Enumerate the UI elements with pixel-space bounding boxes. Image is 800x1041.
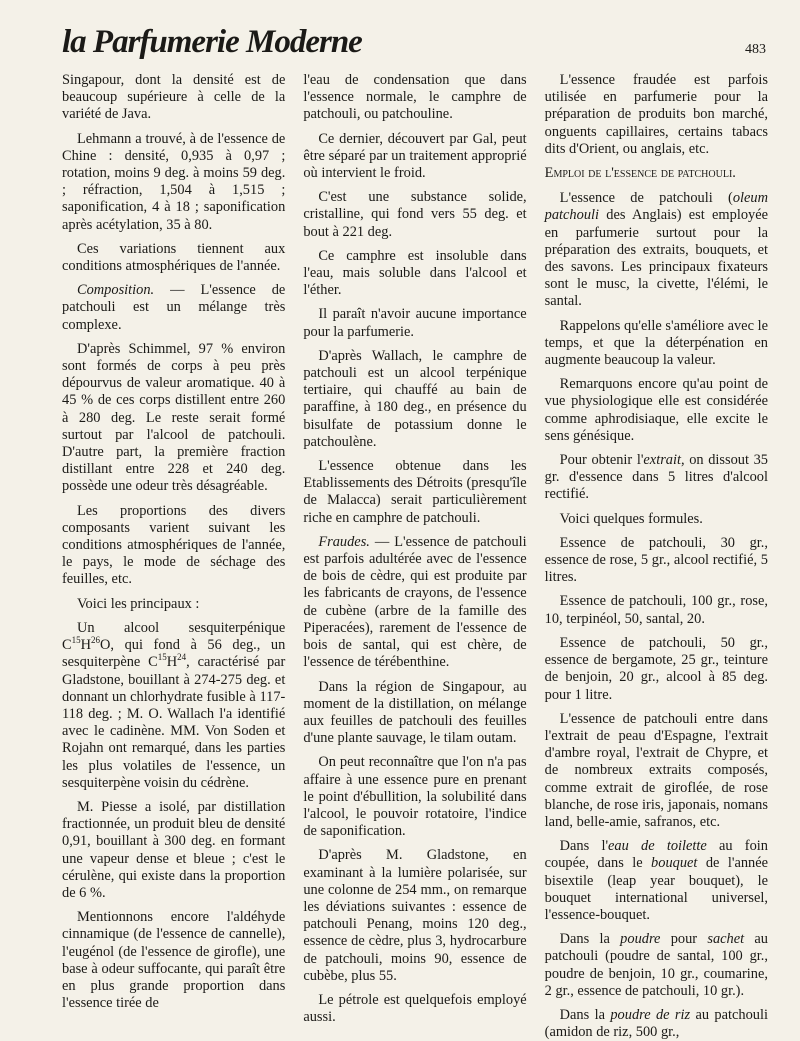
paragraph: Voici quelques formules. <box>559 510 703 527</box>
column-1 <box>62 72 285 1012</box>
paragraph: L'essence de patchouli entre dans l'extrait de peau d'Espagne, l'extrait d'ambre royal, l'extrait de Chypre, et de nombreux extraits composés, comme extrait de giroflée, de rose blanche, de rose iris, japonais, nomans land, belle-amie, safranos, etc. <box>544 710 768 830</box>
composition-label: Composition. <box>77 282 155 299</box>
paragraph-text: au foin coupée, dans le <box>544 838 768 872</box>
paragraph: Dans la région de Singapour, au moment de la distillation, on mélange aux feuilles de patchouli des feuilles d'une plante sauvage, le tilam outam. <box>303 678 527 747</box>
paragraph <box>303 534 526 672</box>
paragraph-text: — L'essence de patchouli est parfois adultérée avec de l'essence de bois de cèdre, qui est produite par les fabricants de crayons, de l'essence de cubène (arbre de la famille des Piperacées), rarement de l'essence de bois de santal, qui est chère, de l'essence de térébenthine. <box>303 533 527 671</box>
paragraph-text: Pour obtenir l' <box>559 452 644 469</box>
paragraph-text: pour <box>660 931 708 948</box>
paragraph: Ce dernier, découvert par Gal, peut être séparé par un traitement approprié où intervient le froid. <box>303 130 527 182</box>
paragraph <box>545 931 768 1000</box>
paragraph: Rappelons qu'elle s'améliore avec le temps, et que la déterpénation en augmente beaucoup la valeur. <box>544 317 768 369</box>
italic-term: poudre de riz <box>610 1006 691 1023</box>
paragraph-text: L'essence de patchouli ( <box>559 190 733 207</box>
paragraph-text: , caractérisé par Gladstone, bouillant à 274-275 deg. et donnant un chlorhydrate fusible à 117-118 deg. ; M. O. Wallach l'a identifié avec le cadinène. MM. Von Soden et Rojahn ont remarqué, dans les parties les plus volatiles de l'essence, un sesquiterpène voisin du cédrène. <box>62 654 286 791</box>
paragraph: L'essence fraudée est parfois utilisée en parfumerie pour la préparation de produits bon marché, onguents capillaires, certains tabacs dits d'Orient, ou anglais, etc. <box>544 72 768 157</box>
paragraph <box>62 282 285 334</box>
paragraph-text: — L'essence de patchouli est un mélange très complexe. <box>62 282 286 333</box>
superscript: 15 <box>157 652 167 663</box>
section-heading: Emploi de l'essence de patchouli. <box>544 165 736 182</box>
paragraph: D'après M. Gladstone, en examinant à la lumière polarisée, sur une colonne de 254 mm., on remarque les déviations suivantes : essence de patchouli Penang, moins 120 deg., essence de cèdre, plus 3, hydrocarbure de patchouli, moins 90, essence de cubèbe, plus 55. <box>303 847 527 984</box>
italic-term: bouquet <box>651 855 698 872</box>
paragraph: Les proportions des divers composants varient suivant les conditions atmosphériques de l'année, le pays, le mode de séchage des feuilles, etc. <box>62 502 286 588</box>
italic-term: poudre <box>620 931 661 948</box>
column-2 <box>303 72 527 1026</box>
column-3 <box>544 72 768 1041</box>
paragraph-text: au patchouli (amidon de riz, 500 gr., <box>544 1006 768 1041</box>
paragraph <box>545 1007 768 1041</box>
paragraph: Le pétrole est quelquefois employé aussi. <box>303 991 527 1026</box>
paragraph-text: O, qui fond à 56 deg., un sesquiterpène C <box>62 637 286 671</box>
paragraph-text: , on dissout 35 gr. d'essence dans 5 litres d'alcool rectifié. <box>544 452 768 503</box>
paragraph-text: Dans la <box>559 1006 611 1023</box>
paragraph: Voici les principaux : <box>77 595 200 612</box>
italic-term: oleum patchouli <box>544 190 768 224</box>
formula-text: H <box>80 637 92 654</box>
paragraph: l'eau de condensation que dans l'essence normale, le camphre de patchouli, ou patchouline. <box>303 72 527 123</box>
paragraph: Ces variations tiennent aux conditions atmosphériques de l'année. <box>62 240 286 275</box>
paragraph: Essence de patchouli, 30 gr., essence de rose, 5 gr., alcool rectifié, 5 litres. <box>544 534 768 586</box>
paragraph-text: Dans la <box>559 931 621 948</box>
paragraph: C'est une substance solide, cristalline, qui fond vers 55 deg. et bout à 221 deg. <box>303 189 527 240</box>
page-number: 483 <box>745 42 766 57</box>
superscript: 24 <box>177 652 187 663</box>
page-header <box>62 22 766 72</box>
paragraph: Mentionnons encore l'aldéhyde cinnamique (de l'essence de cannelle), l'eugénol (de l'essence de girofle), une base à odeur suffocante, qui paraît être en plus grande proportion dans l'essence tirée de <box>62 909 286 1012</box>
journal-logo: la Parfumerie Moderne <box>62 24 362 60</box>
paragraph: Singapour, dont la densité est de beaucoup supérieure à celle de la variété de Java. <box>62 72 286 123</box>
formula-text: Un alcool sesquiterpénique C <box>62 619 286 654</box>
paragraph <box>62 620 285 792</box>
paragraph <box>545 190 768 310</box>
paragraph: M. Piesse a isolé, par distillation fractionnée, un produit bleu de densité 0,91, bouillant à 300 deg. en formant une vapeur dense et bleue ; c'est le cérulène, qui existe dans la proportion de 6 %. <box>62 798 286 901</box>
paragraph-text: au patchouli (poudre de santal, 100 gr., poudre de benjoin, 10 gr., coumarine, 2 gr., essence de patchouli, 10 gr.). <box>544 931 768 999</box>
paragraph: L'essence obtenue dans les Etablissements des Détroits (presqu'île de Malacca) serait particulièrement riche en camphre de patchouli. <box>303 458 527 526</box>
italic-term: eau de toilette <box>608 838 707 855</box>
paragraph: Essence de patchouli, 100 gr., rose, 10, terpinéol, 50, santal, 20. <box>544 593 768 627</box>
paragraph: D'après Wallach, le camphre de patchouli est un alcool terpénique tertiaire, qui chauffé au bain de paraffine, à 180 deg., en présence du bisulfate de potassium donne le patchoulène. <box>303 347 527 450</box>
superscript: 15 <box>71 635 81 646</box>
paragraph: D'après Schimmel, 97 % environ sont formés de corps à peu près dépourvus de valeur aromatique. 40 à 45 % de ces corps distillent entre 260 à 280 deg. Le reste serait formé surtout par l'alcool de patchouli. D'autre part, la première fraction distillant entre 228 et 240 deg. possède une odeur très désagréable. <box>62 340 286 495</box>
fraudes-label: Fraudes. <box>318 533 370 550</box>
paragraph <box>545 838 768 924</box>
superscript: 26 <box>91 635 101 646</box>
paragraph <box>545 452 768 504</box>
paragraph-text: Dans l' <box>559 838 609 855</box>
paragraph-text: de l'année bisextile (leap year bouquet), le bouquet international universel, l'essence-bouquet. <box>544 855 768 923</box>
article-body <box>62 72 768 1041</box>
formula-text: H <box>166 654 178 671</box>
paragraph: Il paraît n'avoir aucune importance pour la parfumerie. <box>303 306 527 340</box>
paragraph: Remarquons encore qu'au point de vue physiologique elle est considérée comme aphrodisiaque, elle excite le sens génésique. <box>544 376 768 444</box>
paragraph-text: des Anglais) est employée en parfumerie surtout pour la préparation des extraits, bouquets, et des savons. Les principaux fixateurs sont le musc, la civette, l'élémi, le santal. <box>544 207 768 310</box>
italic-term: extrait <box>643 452 681 469</box>
italic-term: sachet <box>707 931 745 948</box>
paragraph: Lehmann a trouvé, à de l'essence de Chine : densité, 0,935 à 0,97 ; rotation, moins 9 deg. à moins 59 deg. ; réfraction, 1,504 à 1,515 ; saponification, 4 à 18 ; saponification après acétylation, 35 à 80. <box>62 130 286 233</box>
paragraph: On peut reconnaître que l'on n'a pas affaire à une essence pure en prenant le point d'ébullition, la solubilité dans l'alcool, le pouvoir rotatoire, l'indice de saponification. <box>303 754 527 840</box>
paragraph: Ce camphre est insoluble dans l'eau, mais soluble dans l'alcool et l'éther. <box>303 247 527 299</box>
paragraph: Essence de patchouli, 50 gr., essence de bergamote, 25 gr., teinture de benjoin, 20 gr., alcool à 85 deg. pour 1 litre. <box>544 634 768 703</box>
